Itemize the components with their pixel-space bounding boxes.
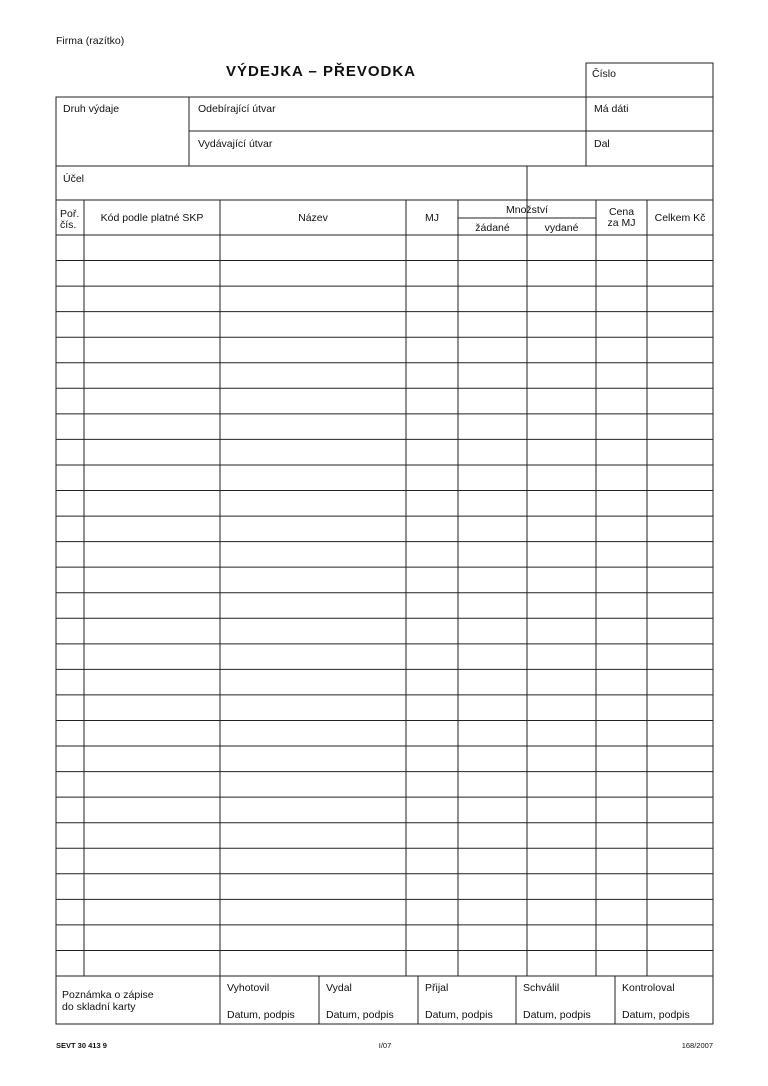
cell-qty-issued[interactable] [528,338,595,362]
print-code-center: I/07 [378,1041,392,1050]
cell-no[interactable] [57,747,83,771]
cell-price[interactable] [597,262,646,286]
cell-total[interactable] [648,798,712,822]
cell-unit[interactable] [407,645,457,669]
cell-qty-issued[interactable] [528,262,595,286]
signature-sub-received: Datum, podpis [425,1009,493,1021]
cell-code[interactable] [85,492,219,516]
cell-qty-req[interactable] [459,619,526,643]
cell-no[interactable] [57,543,83,567]
cell-qty-issued[interactable] [528,773,595,797]
cell-unit[interactable] [407,543,457,567]
credit-label: Dal [594,138,610,150]
cell-name[interactable] [221,875,405,899]
cell-qty-issued[interactable] [528,798,595,822]
cell-name[interactable] [221,262,405,286]
cell-code[interactable] [85,338,219,362]
cell-unit[interactable] [407,696,457,720]
cell-name[interactable] [221,926,405,950]
cell-no[interactable] [57,773,83,797]
cell-qty-issued[interactable] [528,849,595,873]
purpose-label: Účel [63,173,85,185]
debit-label: Má dáti [594,103,629,115]
cell-qty-issued[interactable] [528,568,595,592]
cell-qty-issued[interactable] [528,619,595,643]
cell-total[interactable] [648,900,712,924]
col-name-header: Název [298,212,328,224]
signature-role-checked: Kontroloval [622,982,675,994]
cell-total[interactable] [648,287,712,311]
cell-name[interactable] [221,849,405,873]
cell-qty-req[interactable] [459,492,526,516]
col-price-line1: Cena [608,206,635,218]
cell-code[interactable] [85,568,219,592]
cell-name[interactable] [221,670,405,694]
cell-unit[interactable] [407,338,457,362]
cell-qty-req[interactable] [459,594,526,618]
cell-unit[interactable] [407,798,457,822]
cell-name[interactable] [221,900,405,924]
cell-total[interactable] [648,338,712,362]
cell-price[interactable] [597,824,646,848]
issuing-unit-field[interactable] [290,134,582,162]
cell-qty-req[interactable] [459,287,526,311]
col-code-header: Kód podle platné SKP [100,212,204,224]
cell-name[interactable] [221,951,405,975]
warehouse-card-note [62,989,154,1013]
cell-no[interactable] [57,824,83,848]
cell-price[interactable] [597,721,646,745]
cell-unit[interactable] [407,951,457,975]
cell-name[interactable] [221,747,405,771]
cell-code[interactable] [85,721,219,745]
cell-no[interactable] [57,287,83,311]
cell-code[interactable] [85,236,219,260]
cell-qty-issued[interactable] [528,287,595,311]
cell-qty-issued[interactable] [528,721,595,745]
cell-unit[interactable] [407,389,457,413]
cell-code[interactable] [85,517,219,541]
cell-qty-req[interactable] [459,236,526,260]
cell-qty-req[interactable] [459,747,526,771]
cell-name[interactable] [221,517,405,541]
cell-price[interactable] [597,670,646,694]
cell-name[interactable] [221,594,405,618]
cell-qty-issued[interactable] [528,517,595,541]
cell-code[interactable] [85,389,219,413]
cell-unit[interactable] [407,849,457,873]
cell-no[interactable] [57,236,83,260]
cell-qty-issued[interactable] [528,696,595,720]
cell-price[interactable] [597,645,646,669]
cell-total[interactable] [648,670,712,694]
cell-qty-req[interactable] [459,900,526,924]
cell-code[interactable] [85,262,219,286]
cell-name[interactable] [221,824,405,848]
cell-qty-req[interactable] [459,696,526,720]
cell-price[interactable] [597,619,646,643]
cell-price[interactable] [597,926,646,950]
cell-price[interactable] [597,900,646,924]
cell-name[interactable] [221,415,405,439]
cell-qty-req[interactable] [459,543,526,567]
cell-qty-issued[interactable] [528,951,595,975]
cell-price[interactable] [597,466,646,490]
cell-unit[interactable] [407,364,457,388]
cell-qty-req[interactable] [459,875,526,899]
cell-no[interactable] [57,926,83,950]
cell-no[interactable] [57,262,83,286]
cell-total[interactable] [648,313,712,337]
cell-name[interactable] [221,338,405,362]
cell-code[interactable] [85,773,219,797]
cell-price[interactable] [597,594,646,618]
debit-field[interactable] [640,100,710,128]
cell-code[interactable] [85,287,219,311]
cell-unit[interactable] [407,773,457,797]
cell-total[interactable] [648,849,712,873]
cell-total[interactable] [648,415,712,439]
cell-total[interactable] [648,466,712,490]
receiving-unit-field[interactable] [290,100,582,128]
cell-qty-issued[interactable] [528,543,595,567]
cell-qty-req[interactable] [459,517,526,541]
cell-no[interactable] [57,415,83,439]
cell-code[interactable] [85,440,219,464]
cell-total[interactable] [648,696,712,720]
cell-price[interactable] [597,517,646,541]
cell-name[interactable] [221,466,405,490]
cell-name[interactable] [221,773,405,797]
cell-total[interactable] [648,747,712,771]
number-label: Číslo [592,68,616,80]
cell-code[interactable] [85,415,219,439]
cell-total[interactable] [648,492,712,516]
cell-name[interactable] [221,798,405,822]
cell-total[interactable] [648,389,712,413]
cell-code[interactable] [85,619,219,643]
cell-qty-req[interactable] [459,313,526,337]
cell-price[interactable] [597,364,646,388]
cell-qty-issued[interactable] [528,594,595,618]
cell-unit[interactable] [407,900,457,924]
cell-name[interactable] [221,364,405,388]
cell-total[interactable] [648,824,712,848]
cell-price[interactable] [597,849,646,873]
cell-total[interactable] [648,568,712,592]
cell-code[interactable] [85,926,219,950]
cell-qty-issued[interactable] [528,747,595,771]
col-qty-header: Množství [505,204,548,216]
cell-name[interactable] [221,645,405,669]
cell-qty-req[interactable] [459,262,526,286]
cell-unit[interactable] [407,440,457,464]
cell-qty-issued[interactable] [528,492,595,516]
cell-code[interactable] [85,313,219,337]
cell-code[interactable] [85,900,219,924]
cell-unit[interactable] [407,236,457,260]
cell-name[interactable] [221,492,405,516]
col-price-header [596,207,647,229]
cell-no[interactable] [57,492,83,516]
cell-price[interactable] [597,543,646,567]
cell-unit[interactable] [407,670,457,694]
cell-unit[interactable] [407,594,457,618]
cell-code[interactable] [85,696,219,720]
cell-unit[interactable] [407,875,457,899]
cell-unit[interactable] [407,287,457,311]
cell-no[interactable] [57,849,83,873]
form-title: VÝDEJKA – PŘEVODKA [226,63,416,80]
cell-qty-issued[interactable] [528,364,595,388]
signature-role-prepared: Vyhotovil [227,982,270,994]
cell-code[interactable] [85,543,219,567]
cell-total[interactable] [648,262,712,286]
cell-code[interactable] [85,798,219,822]
cell-unit[interactable] [407,926,457,950]
issuing-unit-label: Vydávající útvar [198,138,273,150]
cell-price[interactable] [597,313,646,337]
issue-type-label: Druh výdaje [63,103,120,115]
cell-code[interactable] [85,747,219,771]
cell-no[interactable] [57,594,83,618]
col-total-header: Celkem Kč [654,212,706,224]
cell-qty-issued[interactable] [528,645,595,669]
cell-price[interactable] [597,747,646,771]
cell-qty-issued[interactable] [528,875,595,899]
signature-role-approved: Schválil [523,982,560,994]
col-qty-req-header: žádané [475,222,510,234]
col-number-header [60,209,79,231]
cell-unit[interactable] [407,466,457,490]
note-line2: do skladní karty [62,1001,136,1013]
cell-qty-req[interactable] [459,670,526,694]
cell-qty-issued[interactable] [528,466,595,490]
cell-no[interactable] [57,696,83,720]
cell-qty-req[interactable] [459,389,526,413]
cell-price[interactable] [597,338,646,362]
cell-code[interactable] [85,875,219,899]
cell-total[interactable] [648,721,712,745]
cell-code[interactable] [85,951,219,975]
cell-name[interactable] [221,721,405,745]
cell-total[interactable] [648,951,712,975]
cell-name[interactable] [221,568,405,592]
cell-no[interactable] [57,670,83,694]
purpose-field[interactable] [100,169,522,197]
cell-no[interactable] [57,951,83,975]
cell-price[interactable] [597,951,646,975]
signature-sub-prepared: Datum, podpis [227,1009,295,1021]
cell-price[interactable] [597,568,646,592]
cell-unit[interactable] [407,415,457,439]
cell-qty-req[interactable] [459,849,526,873]
cell-qty-req[interactable] [459,415,526,439]
cell-qty-req[interactable] [459,440,526,464]
cell-no[interactable] [57,875,83,899]
cell-price[interactable] [597,798,646,822]
cell-unit[interactable] [407,492,457,516]
cell-total[interactable] [648,236,712,260]
cell-price[interactable] [597,492,646,516]
cell-price[interactable] [597,696,646,720]
signature-role-received: Přijal [425,982,449,994]
cell-unit[interactable] [407,619,457,643]
cell-no[interactable] [57,440,83,464]
cell-qty-req[interactable] [459,951,526,975]
cell-unit[interactable] [407,721,457,745]
cell-qty-req[interactable] [459,568,526,592]
cell-qty-req[interactable] [459,926,526,950]
credit-field[interactable] [640,134,710,162]
cell-no[interactable] [57,619,83,643]
col-qty-issued-header: vydané [544,222,579,234]
cell-name[interactable] [221,287,405,311]
cell-unit[interactable] [407,313,457,337]
cell-unit[interactable] [407,517,457,541]
cell-qty-issued[interactable] [528,389,595,413]
receiving-unit-label: Odebírající útvar [198,103,276,115]
cell-code[interactable] [85,849,219,873]
signature-sub-issued: Datum, podpis [326,1009,394,1021]
cell-price[interactable] [597,236,646,260]
cell-no[interactable] [57,645,83,669]
cell-qty-req[interactable] [459,773,526,797]
cell-no[interactable] [57,721,83,745]
cell-price[interactable] [597,875,646,899]
cell-total[interactable] [648,619,712,643]
cell-qty-req[interactable] [459,824,526,848]
cell-qty-req[interactable] [459,364,526,388]
cell-code[interactable] [85,645,219,669]
cell-no[interactable] [57,517,83,541]
cell-name[interactable] [221,619,405,643]
cell-unit[interactable] [407,262,457,286]
cell-price[interactable] [597,389,646,413]
cell-unit[interactable] [407,568,457,592]
cell-no[interactable] [57,568,83,592]
cell-total[interactable] [648,875,712,899]
cell-total[interactable] [648,594,712,618]
col-number-line2: čís. [60,219,77,231]
cell-qty-issued[interactable] [528,313,595,337]
cell-total[interactable] [648,926,712,950]
cell-qty-req[interactable] [459,466,526,490]
cell-no[interactable] [57,466,83,490]
cell-price[interactable] [597,440,646,464]
cell-code[interactable] [85,466,219,490]
cell-name[interactable] [221,389,405,413]
cell-total[interactable] [648,773,712,797]
company-stamp-label: Firma (razítko) [56,35,125,47]
cell-unit[interactable] [407,747,457,771]
issue-type-field[interactable] [60,118,186,162]
cell-code[interactable] [85,670,219,694]
cell-qty-issued[interactable] [528,415,595,439]
number-field[interactable] [640,66,710,94]
cell-no[interactable] [57,798,83,822]
cell-no[interactable] [57,364,83,388]
cell-qty-req[interactable] [459,798,526,822]
cell-price[interactable] [597,415,646,439]
cell-qty-req[interactable] [459,721,526,745]
cell-total[interactable] [648,645,712,669]
cell-name[interactable] [221,236,405,260]
cell-unit[interactable] [407,824,457,848]
cell-price[interactable] [597,773,646,797]
cell-no[interactable] [57,389,83,413]
cell-qty-issued[interactable] [528,824,595,848]
note-line1: Poznámka o zápise [62,989,154,1001]
cell-qty-issued[interactable] [528,900,595,924]
signature-sub-checked: Datum, podpis [622,1009,690,1021]
signature-sub-approved: Datum, podpis [523,1009,591,1021]
cell-qty-req[interactable] [459,338,526,362]
cell-no[interactable] [57,338,83,362]
print-code-right: 168/2007 [681,1041,713,1050]
cell-qty-req[interactable] [459,645,526,669]
cell-name[interactable] [221,543,405,567]
cell-no[interactable] [57,313,83,337]
cell-code[interactable] [85,824,219,848]
cell-name[interactable] [221,696,405,720]
cell-qty-issued[interactable] [528,926,595,950]
signature-role-issued: Vydal [326,982,352,994]
cell-no[interactable] [57,900,83,924]
col-number-line1: Poř. [60,208,80,220]
print-code-left: SEVT 30 413 9 [56,1041,107,1050]
cell-code[interactable] [85,364,219,388]
col-unit-header: MJ [425,212,439,224]
cell-qty-issued[interactable] [528,236,595,260]
cell-total[interactable] [648,517,712,541]
cell-name[interactable] [221,440,405,464]
cell-price[interactable] [597,287,646,311]
cell-total[interactable] [648,543,712,567]
col-price-line2: za MJ [607,217,636,229]
cell-total[interactable] [648,364,712,388]
cell-qty-issued[interactable] [528,670,595,694]
cell-total[interactable] [648,440,712,464]
cell-name[interactable] [221,313,405,337]
cell-qty-issued[interactable] [528,440,595,464]
cell-code[interactable] [85,594,219,618]
